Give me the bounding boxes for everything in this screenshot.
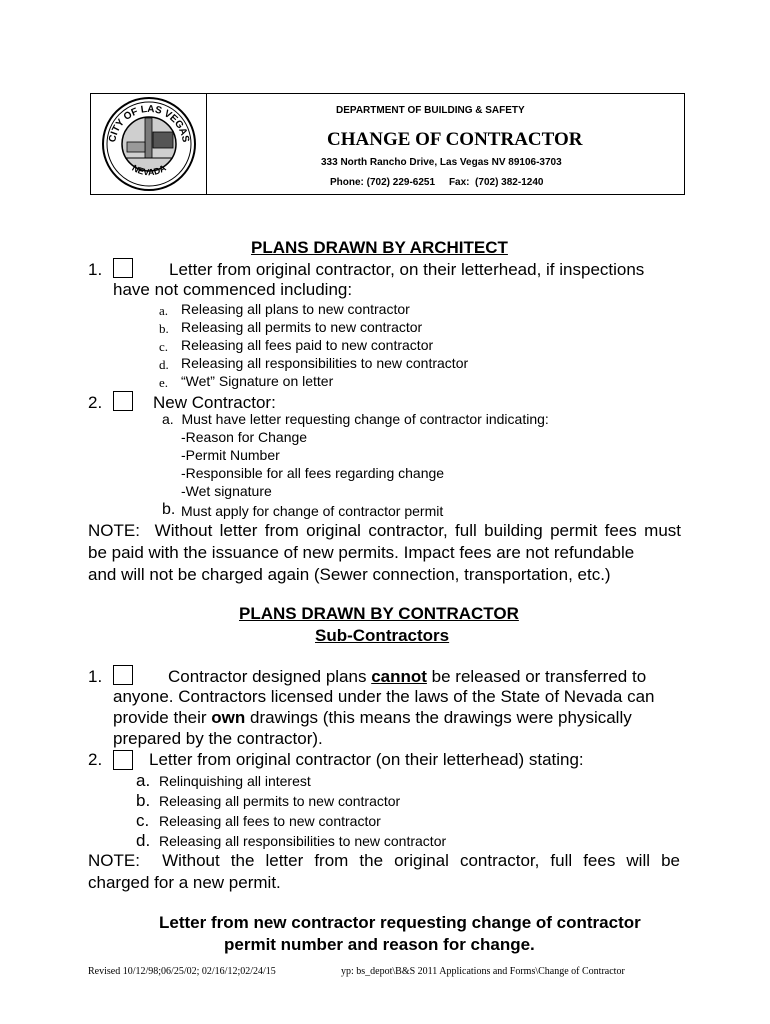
contractor-item1-line2: anyone. Contractors licensed under the laws of the State of Nevada can bbox=[113, 687, 655, 706]
architect-sub-b: Releasing all permits to new contractor bbox=[181, 319, 423, 335]
contractor-sub-a: Relinquishing all interest bbox=[159, 773, 311, 789]
closing-line2: permit number and reason for change. bbox=[224, 935, 535, 954]
architect-reason-1: -Reason for Change bbox=[181, 429, 308, 445]
architect-sub-c: Releasing all fees paid to new contractor bbox=[181, 337, 434, 353]
contractor-item1-line1-after: be released or transferred to bbox=[426, 667, 647, 686]
architect-sub-a-letter: a. bbox=[159, 303, 169, 318]
contractor-note-line1: NOTE: Without the letter from the original contractor, full fees will be bbox=[88, 851, 680, 870]
architect-item1-number: 1. bbox=[88, 260, 103, 279]
architect-sub-d-letter: d. bbox=[159, 357, 169, 372]
architect-sub-c-letter: c. bbox=[159, 339, 169, 354]
contractor-sub-d: Releasing all responsibilities to new contractor bbox=[159, 833, 447, 849]
city-seal-logo bbox=[101, 96, 197, 192]
architect-note-line3: and will not be charged again (Sewer connection, transportation, etc.) bbox=[88, 565, 611, 584]
department-name: DEPARTMENT OF BUILDING & SAFETY bbox=[336, 105, 525, 116]
form-title: CHANGE OF CONTRACTOR bbox=[327, 129, 583, 150]
architect-reason-4: -Wet signature bbox=[181, 483, 272, 499]
architect-item2-checkbox[interactable] bbox=[113, 391, 133, 411]
contractor-item1-line3-after: drawings (this means the drawings were physically bbox=[245, 708, 632, 727]
contractor-sub-a-letter: a. bbox=[136, 771, 151, 790]
architect-item2-b: Must apply for change of contractor permit bbox=[181, 503, 444, 519]
contractor-subheading: Sub-Contractors bbox=[315, 626, 450, 645]
architect-item2-label: New Contractor: bbox=[153, 393, 276, 412]
contractor-item1-number: 1. bbox=[88, 667, 103, 686]
architect-note-line1: NOTE: Without letter from original contractor, full building permit fees must bbox=[88, 521, 681, 540]
footer-revised: Revised 10/12/98;06/25/02; 02/16/12;02/24/15 bbox=[88, 966, 276, 977]
footer-path: yp: bs_depot\B&S 2011 Applications and Forms\Change of Contractor bbox=[341, 966, 625, 977]
contractor-sub-c-letter: c. bbox=[136, 811, 150, 830]
architect-item2-a: a. Must have letter requesting change of contractor indicating: bbox=[162, 411, 549, 427]
architect-item1-checkbox[interactable] bbox=[113, 258, 133, 278]
architect-item1-line2: have not commenced including: bbox=[113, 280, 353, 299]
architect-item2-b-letter: b. bbox=[162, 501, 176, 518]
contractor-item1-checkbox[interactable] bbox=[113, 665, 133, 685]
contractor-item1-line3 bbox=[113, 708, 632, 728]
contractor-item1-cannot: cannot bbox=[371, 667, 427, 686]
contractor-sub-d-letter: d. bbox=[136, 831, 151, 850]
architect-heading: PLANS DRAWN BY ARCHITECT bbox=[251, 238, 508, 257]
closing-line1: Letter from new contractor requesting change of contractor bbox=[159, 913, 641, 932]
architect-item2-number: 2. bbox=[88, 393, 103, 412]
contractor-item1-own: own bbox=[211, 708, 246, 727]
header-divider bbox=[206, 93, 207, 195]
department-address: 333 North Rancho Drive, Las Vegas NV 89106-3703 bbox=[321, 157, 562, 168]
seal-ring-bottom: NEVADA bbox=[130, 162, 168, 178]
contractor-item1-line1-before: Contractor designed plans bbox=[168, 667, 372, 686]
contractor-item1-line3-before: provide their bbox=[113, 708, 212, 727]
architect-note-line2: be paid with the issuance of new permits. Impact fees are not refundable bbox=[88, 543, 635, 562]
contractor-item2-text: Letter from original contractor (on their letterhead) stating: bbox=[149, 750, 584, 769]
contractor-item1-line1 bbox=[168, 667, 680, 687]
contractor-heading: PLANS DRAWN BY CONTRACTOR bbox=[239, 604, 519, 623]
contractor-item2-number: 2. bbox=[88, 750, 103, 769]
architect-sub-d: Releasing all responsibilities to new contractor bbox=[181, 355, 469, 371]
architect-sub-e: “Wet” Signature on letter bbox=[181, 373, 334, 389]
architect-reason-3: -Responsible for all fees regarding change bbox=[181, 465, 445, 481]
contractor-sub-b: Releasing all permits to new contractor bbox=[159, 793, 401, 809]
contractor-sub-b-letter: b. bbox=[136, 791, 151, 810]
architect-reason-2: -Permit Number bbox=[181, 447, 280, 463]
architect-sub-e-letter: e. bbox=[159, 375, 169, 390]
architect-sub-b-letter: b. bbox=[159, 321, 169, 336]
seal-ring-top: CITY OF LAS VEGAS bbox=[107, 103, 191, 144]
contractor-note-line2: charged for a new permit. bbox=[88, 873, 281, 892]
department-phone-fax: Phone: (702) 229-6251 Fax: (702) 382-1240 bbox=[330, 177, 544, 188]
architect-item1-line1: Letter from original contractor, on their letterhead, if inspections bbox=[169, 260, 645, 279]
architect-sub-a: Releasing all plans to new contractor bbox=[181, 301, 410, 317]
contractor-sub-c: Releasing all fees to new contractor bbox=[159, 813, 381, 829]
contractor-item1-line4: prepared by the contractor). bbox=[113, 729, 323, 748]
contractor-item2-checkbox[interactable] bbox=[113, 750, 133, 770]
